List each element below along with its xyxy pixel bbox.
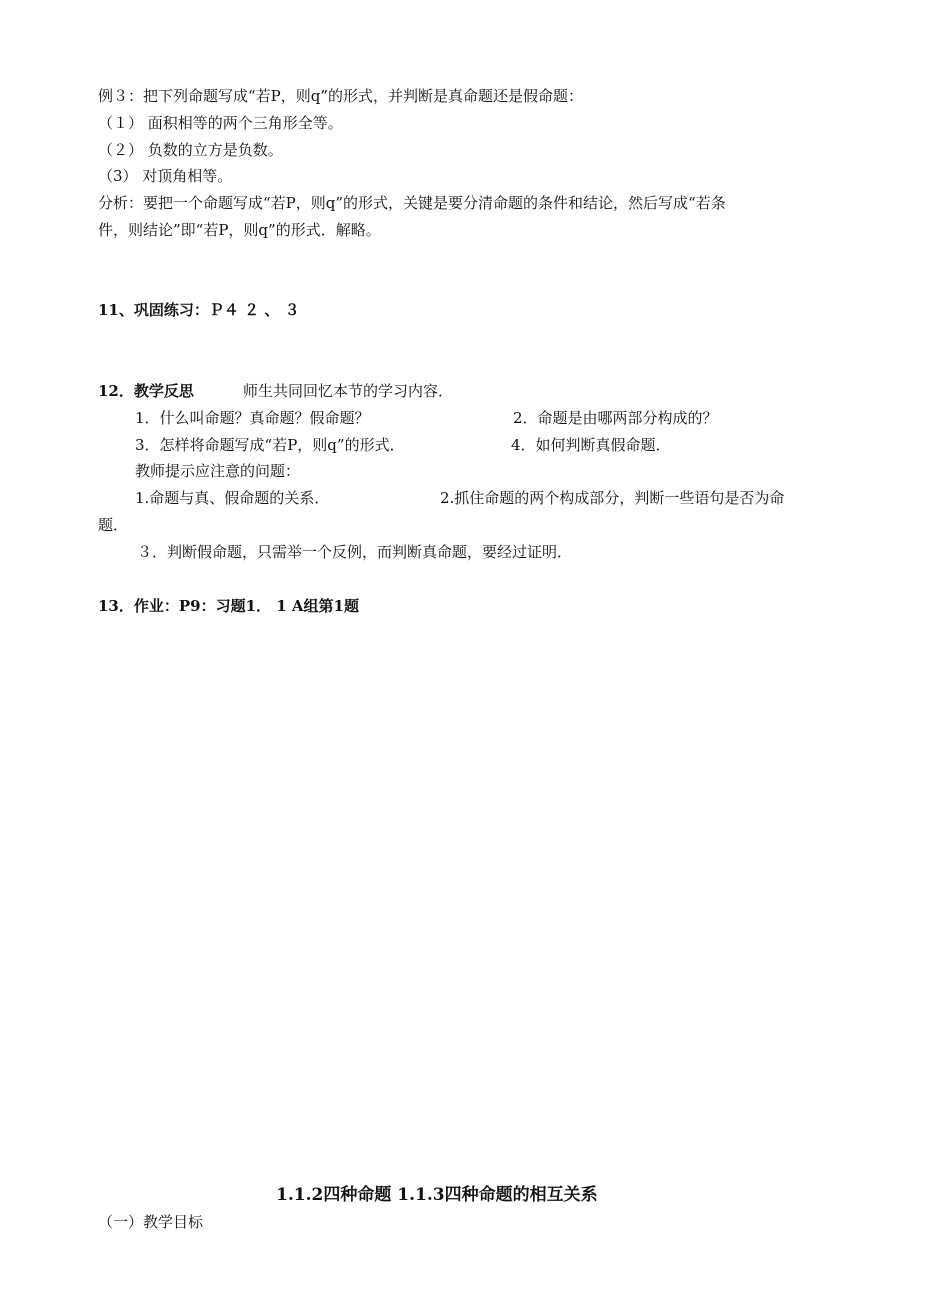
example-3-item-3: （3） 对顶角相等。 (98, 167, 233, 185)
point-3: ３．判断假命题，只需举一个反例，而判断真命题，要经过证明． (137, 543, 573, 561)
analysis-line-1: 分析：要把一个命题写成“若P，则q”的形式，关键是要分清命题的条件和结论，然后写成“若条 (98, 194, 726, 212)
section-13-homework: 13．作业：P9：习题1． 1 A组第1题 (98, 597, 359, 615)
point-2: 2.抓住命题的两个构成部分，判断一些语句是否为命 (440, 489, 785, 507)
section-12-heading: 12．教学反思 (98, 382, 194, 400)
teaching-goals-heading: （一）教学目标 (98, 1213, 204, 1231)
question-4: 4．如何判断真假命题． (511, 436, 671, 454)
teacher-tip: 教师提示应注意的问题： (135, 462, 301, 480)
question-3: 3．怎样将命题写成“若P，则q”的形式． (135, 436, 405, 454)
point-2-continued: 题． (98, 516, 129, 534)
question-1: 1．什么叫命题？真命题？假命题？ (135, 409, 370, 427)
analysis-line-2: 件，则结论”即“若P，则q”的形式．解略。 (98, 221, 381, 239)
section-11-practice: 11、巩固练习：Ｐ４ ２ 、 ３ (98, 301, 300, 319)
point-1: 1.命题与真、假命题的关系． (135, 489, 330, 507)
next-section-title: 1.1.2四种命题 1.1.3四种命题的相互关系 (276, 1185, 598, 1205)
question-2: 2．命题是由哪两部分构成的？ (513, 409, 718, 427)
example-3-intro: 例３：把下列命题写成“若P，则q”的形式，并判断是真命题还是假命题： (98, 87, 584, 105)
section-12-subtitle: 师生共同回忆本节的学习内容． (243, 382, 454, 400)
example-3-item-1: （１） 面积相等的两个三角形全等。 (98, 114, 343, 132)
example-3-item-2: （２） 负数的立方是负数。 (98, 141, 283, 159)
